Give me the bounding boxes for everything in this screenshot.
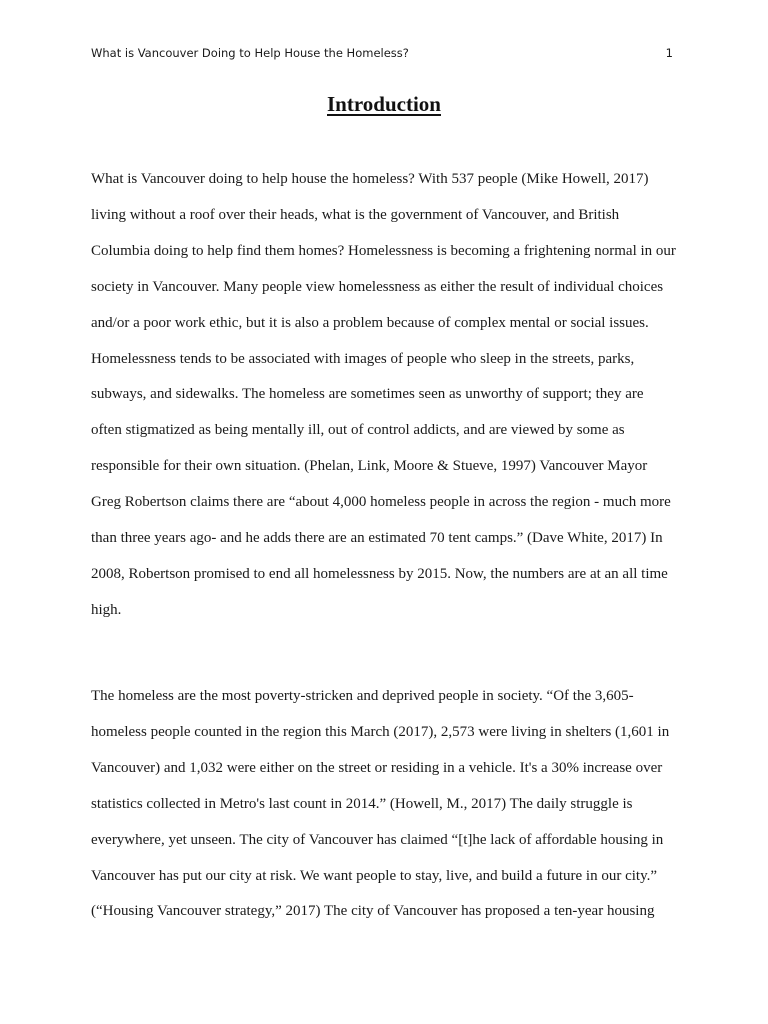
paragraph-line: Columbia doing to help find them homes? Homelessness is becoming a frightening normal in our [91, 242, 676, 259]
paragraph-line: high. [91, 601, 122, 618]
paragraph-intro [91, 162, 691, 629]
paragraph-line: The homeless are the most poverty-stricken and deprived people in society. “Of the 3,605- [91, 688, 634, 704]
paragraph-line: Vancouver has put our city at risk. We want people to stay, live, and build a future in our city.” [91, 867, 658, 884]
paragraph-line: often stigmatized as being mentally ill, out of control addicts, and are viewed by some as [91, 422, 625, 439]
paragraph-line: Greg Robertson claims there are “about 4,000 homeless people in across the region - much more [91, 494, 671, 511]
paragraph-line: 2008, Robertson promised to end all homelessness by 2015. Now, the numbers are at an all time [91, 565, 668, 582]
running-header-title: What is Vancouver Doing to Help House the Homeless? [91, 46, 409, 60]
running-header [91, 46, 677, 66]
paragraph-line: living without a roof over their heads, what is the government of Vancouver, and British [91, 206, 620, 223]
paragraph-line: responsible for their own situation. (Phelan, Link, Moore & Stueve, 1997) Vancouver Mayor [91, 458, 648, 475]
paragraph-line: statistics collected in Metro's last count in 2014.” (Howell, M., 2017) The daily struggle is [91, 795, 633, 812]
paragraph-line: and/or a poor work ethic, but it is also a problem because of complex mental or social issues. [91, 314, 649, 331]
page-number: 1 [665, 46, 673, 60]
paragraph-line: than three years ago- and he adds there are an estimated 70 tent camps.” (Dave White, 2017) In [91, 530, 663, 547]
paragraph-line: Vancouver) and 1,032 were either on the street or residing in a vehicle. It's a 30% increase over [91, 759, 663, 776]
paragraph-line: subways, and sidewalks. The homeless are sometimes seen as unworthy of support; they are [91, 386, 644, 403]
section-heading: Introduction [327, 92, 441, 116]
paragraph-line: (“Housing Vancouver strategy,” 2017) The city of Vancouver has proposed a ten-year housing [91, 903, 655, 920]
paragraph-line: everywhere, yet unseen. The city of Vancouver has claimed “[t]he lack of affordable housing in [91, 831, 664, 848]
paragraph-line: What is Vancouver doing to help house the homeless? With 537 people (Mike Howell, 2017) [91, 171, 649, 187]
paragraph-statistics [91, 679, 691, 930]
paragraph-line: society in Vancouver. Many people view homelessness as either the result of individual choices [91, 278, 664, 295]
paragraph-line: homeless people counted in the region this March (2017), 2,573 were living in shelters (1,601 in [91, 723, 670, 740]
paragraph-line: Homelessness tends to be associated with images of people who sleep in the streets, parks, [91, 350, 635, 367]
